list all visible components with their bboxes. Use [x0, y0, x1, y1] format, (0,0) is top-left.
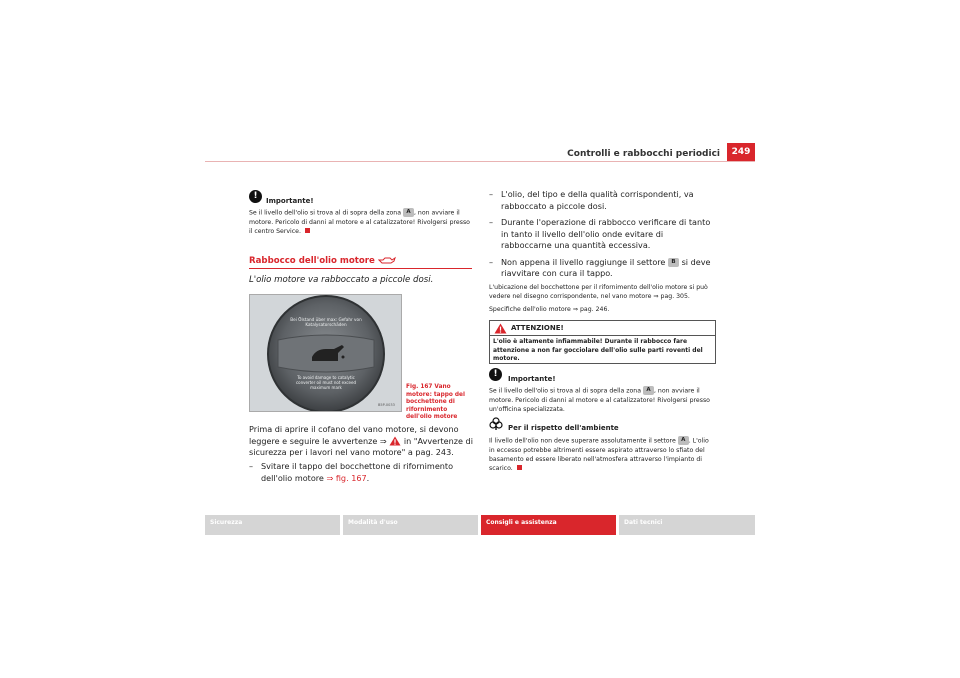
end-mark	[305, 228, 310, 233]
warning-triangle-icon	[389, 436, 401, 446]
exclamation-icon: !	[489, 368, 502, 381]
footer-tab-modalita-uso[interactable]: Modalità d'uso	[343, 515, 478, 535]
intro-paragraph: Prima di aprire il cofano del vano motore, si devono leggere e seguire le avvertenze ⇒ in "Avvertenze di sicurezza per i lavori nel vano motore" a pag. 243.	[249, 424, 473, 457]
warning-heading: ATTENZIONE!	[511, 324, 564, 332]
right-steps-list	[489, 189, 716, 280]
list-item: – Svitare il tappo del bocchettone di rifornimento dell'olio motore ⇒ fig. 167.	[249, 461, 454, 483]
figure-caption: Fig. 167 Vano motore: tappo del bocchettone di rifornimento dell'olio motore	[406, 384, 465, 420]
list-item: – Non appena il livello raggiunge il settore B si deve riavvitare con cura il tappo.	[489, 256, 711, 278]
list-item: – Durante l'operazione di rabbocco verificare di tanto in tanto il livello dell'olio onde evitare di rabboccarne una quantità eccessiva.	[489, 217, 711, 250]
oil-can-icon	[378, 256, 396, 265]
location-paragraph: L'ubicazione del bocchettone per il rifornimento dell'olio motore si può vedere nel disegno corrispondente, nel vano motore ⇒ pag. 305.	[489, 284, 708, 300]
environment-text: Il livello dell'olio non deve superare assolutamente il settore A . L'olio in eccesso potrebbe altrimenti essere aspirato attraverso lo sfiato del basamento ed essere liberato nell'atmosfera attraverso l'impianto di scarico.	[489, 437, 709, 472]
figure-code: B5P-0033	[378, 403, 395, 407]
footer-tab-consigli-assistenza[interactable]: Consigli e assistenza	[481, 515, 616, 535]
important-heading: Importante!	[266, 197, 314, 205]
warning-box	[489, 320, 716, 364]
badge-a: A	[643, 386, 654, 395]
oil-cap-illustration	[250, 295, 401, 411]
badge-a: A	[403, 208, 414, 217]
figure-label-bottom: To avoid damage to catalytic converter oil must not exceed maximum mark	[295, 375, 357, 390]
environment-icon	[489, 417, 503, 430]
important-text: Se il livello dell'olio si trova al di sopra della zona A , non avviare il motore. Pericolo di danni al motore e al catalizzatore! Rivolgersi presso il centro Service.	[249, 209, 470, 235]
running-header-title: Controlli e rabbocchi periodici	[567, 149, 720, 159]
warning-triangle-icon	[494, 323, 507, 334]
spec-paragraph: Specifiche dell'olio motore ⇒ pag. 246.	[489, 306, 610, 313]
footer-tab-sicurezza[interactable]: Sicurezza	[205, 515, 340, 535]
important-text-2: Se il livello dell'olio si trova al di sopra della zona A , non avviare il motore. Pericolo di danni al motore e al catalizzatore! Rivolgersi presso un'officina specializzata.	[489, 387, 710, 413]
header-divider	[205, 161, 755, 162]
badge-a: A	[678, 436, 689, 445]
environment-heading: Per il rispetto dell'ambiente	[508, 424, 619, 432]
section-title: Rabbocco dell'olio motore	[249, 256, 396, 266]
section-subtitle: L'olio motore va rabboccato a piccole dosi.	[249, 275, 434, 285]
important-heading-2: Importante!	[508, 375, 556, 383]
badge-b: B	[668, 258, 679, 267]
figure-link[interactable]: ⇒ fig. 167	[326, 472, 367, 483]
list-item: – L'olio, del tipo e della qualità corrispondenti, va rabboccato a piccole dosi.	[489, 189, 694, 211]
left-steps-list	[249, 461, 473, 484]
section-divider	[249, 268, 472, 269]
footer-tab-dati-tecnici[interactable]: Dati tecnici	[619, 515, 755, 535]
end-mark	[517, 465, 522, 470]
figure-label-top: Bei Ölstand über max: Gefahr von Katalysatorschäden	[290, 317, 362, 327]
exclamation-icon: !	[249, 190, 262, 203]
page-number: 249	[727, 143, 755, 161]
warning-text: L'olio è altamente infiammabile! Durante il rabbocco fare attenzione a non far gocciolare dell'olio sulle parti roventi del motore.	[493, 338, 703, 362]
oil-cap-figure	[249, 294, 402, 412]
